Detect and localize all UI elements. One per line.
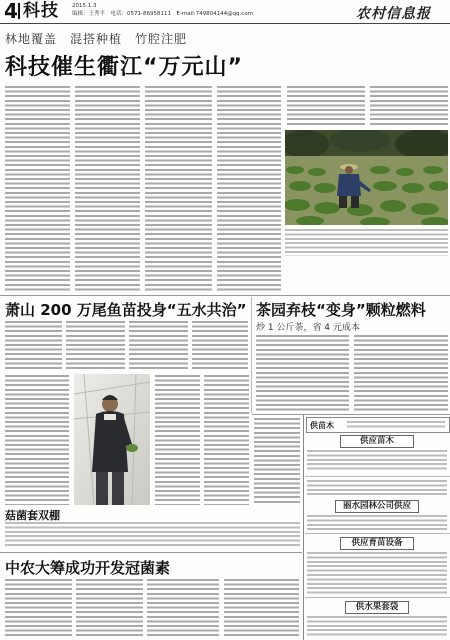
body-text-column <box>224 579 299 637</box>
body-text-column <box>256 335 349 412</box>
header-divider <box>18 3 20 19</box>
ad-heading: 供应苗木 <box>340 435 414 448</box>
body-text-column <box>147 579 219 637</box>
body-text-column <box>145 86 212 291</box>
ad-heading: 丽水园林公司供应 <box>335 500 419 513</box>
section-title: 科技 <box>23 1 59 21</box>
article-1-title: 科技催生衢江“万元山” <box>5 55 243 80</box>
body-text-column <box>5 321 62 371</box>
ads-divider <box>303 415 304 640</box>
body-text-column <box>370 86 448 127</box>
masthead-logo: 农村信息报 <box>356 6 431 22</box>
ad-label: 供苗木 <box>310 421 334 430</box>
body-text-column <box>155 375 200 505</box>
photo-feature-title: 菇菌套双棚 <box>5 509 60 522</box>
body-text-column <box>129 321 188 371</box>
body-text-column <box>5 579 72 637</box>
ad-text <box>307 480 447 496</box>
section-rule <box>0 552 302 553</box>
article-1-kicker: 林地覆盖 混搭种植 竹腔注肥 <box>5 32 188 46</box>
body-text-column <box>287 86 365 127</box>
photo-caption <box>285 229 448 256</box>
ad-text <box>307 552 447 594</box>
section-rule <box>0 295 450 296</box>
ad-text <box>307 450 447 472</box>
body-text-column <box>204 375 249 505</box>
body-text-column <box>76 579 143 637</box>
body-text-column <box>66 321 125 371</box>
ad-label-row <box>306 417 450 433</box>
column-divider <box>251 297 252 413</box>
article-3-title: 茶园弃枝“变身”颗粒燃料 <box>256 301 426 319</box>
ad-rule <box>305 533 450 534</box>
article-4-title: 中农大筹成功开发冠菌素 <box>5 559 171 577</box>
ad-text <box>307 616 447 638</box>
article-2-title: 萧山 200 万尾鱼苗投身“五水共治” <box>5 301 247 319</box>
issue-date: 2015.1.3 <box>72 3 97 9</box>
section-rule <box>252 414 450 415</box>
photo-feature-caption <box>5 522 300 548</box>
ad-heading: 供水果套袋 <box>345 601 409 614</box>
ad-rule <box>305 476 450 477</box>
ad-heading: 供应育苗设备 <box>340 537 414 550</box>
article-3-subtitle: 炒 1 公斤茶，省 4 元成本 <box>256 323 360 333</box>
ad-text <box>347 421 445 429</box>
body-text-column <box>5 375 69 505</box>
ad-text <box>307 515 447 531</box>
body-text-column <box>192 321 248 371</box>
body-text-column <box>217 86 281 291</box>
header-rule <box>0 23 450 24</box>
body-text-column <box>254 418 300 505</box>
page-number: 4 <box>4 0 18 23</box>
editor-line: 编辑：王秀平 电话：0571-86958111 E-mail:749804144@qq.com <box>72 11 254 17</box>
greenhouse-photo <box>74 374 150 505</box>
field-photo <box>285 130 448 225</box>
body-text-column <box>5 86 70 291</box>
body-text-column <box>354 335 448 412</box>
ad-rule <box>305 597 450 598</box>
body-text-column <box>75 86 140 291</box>
